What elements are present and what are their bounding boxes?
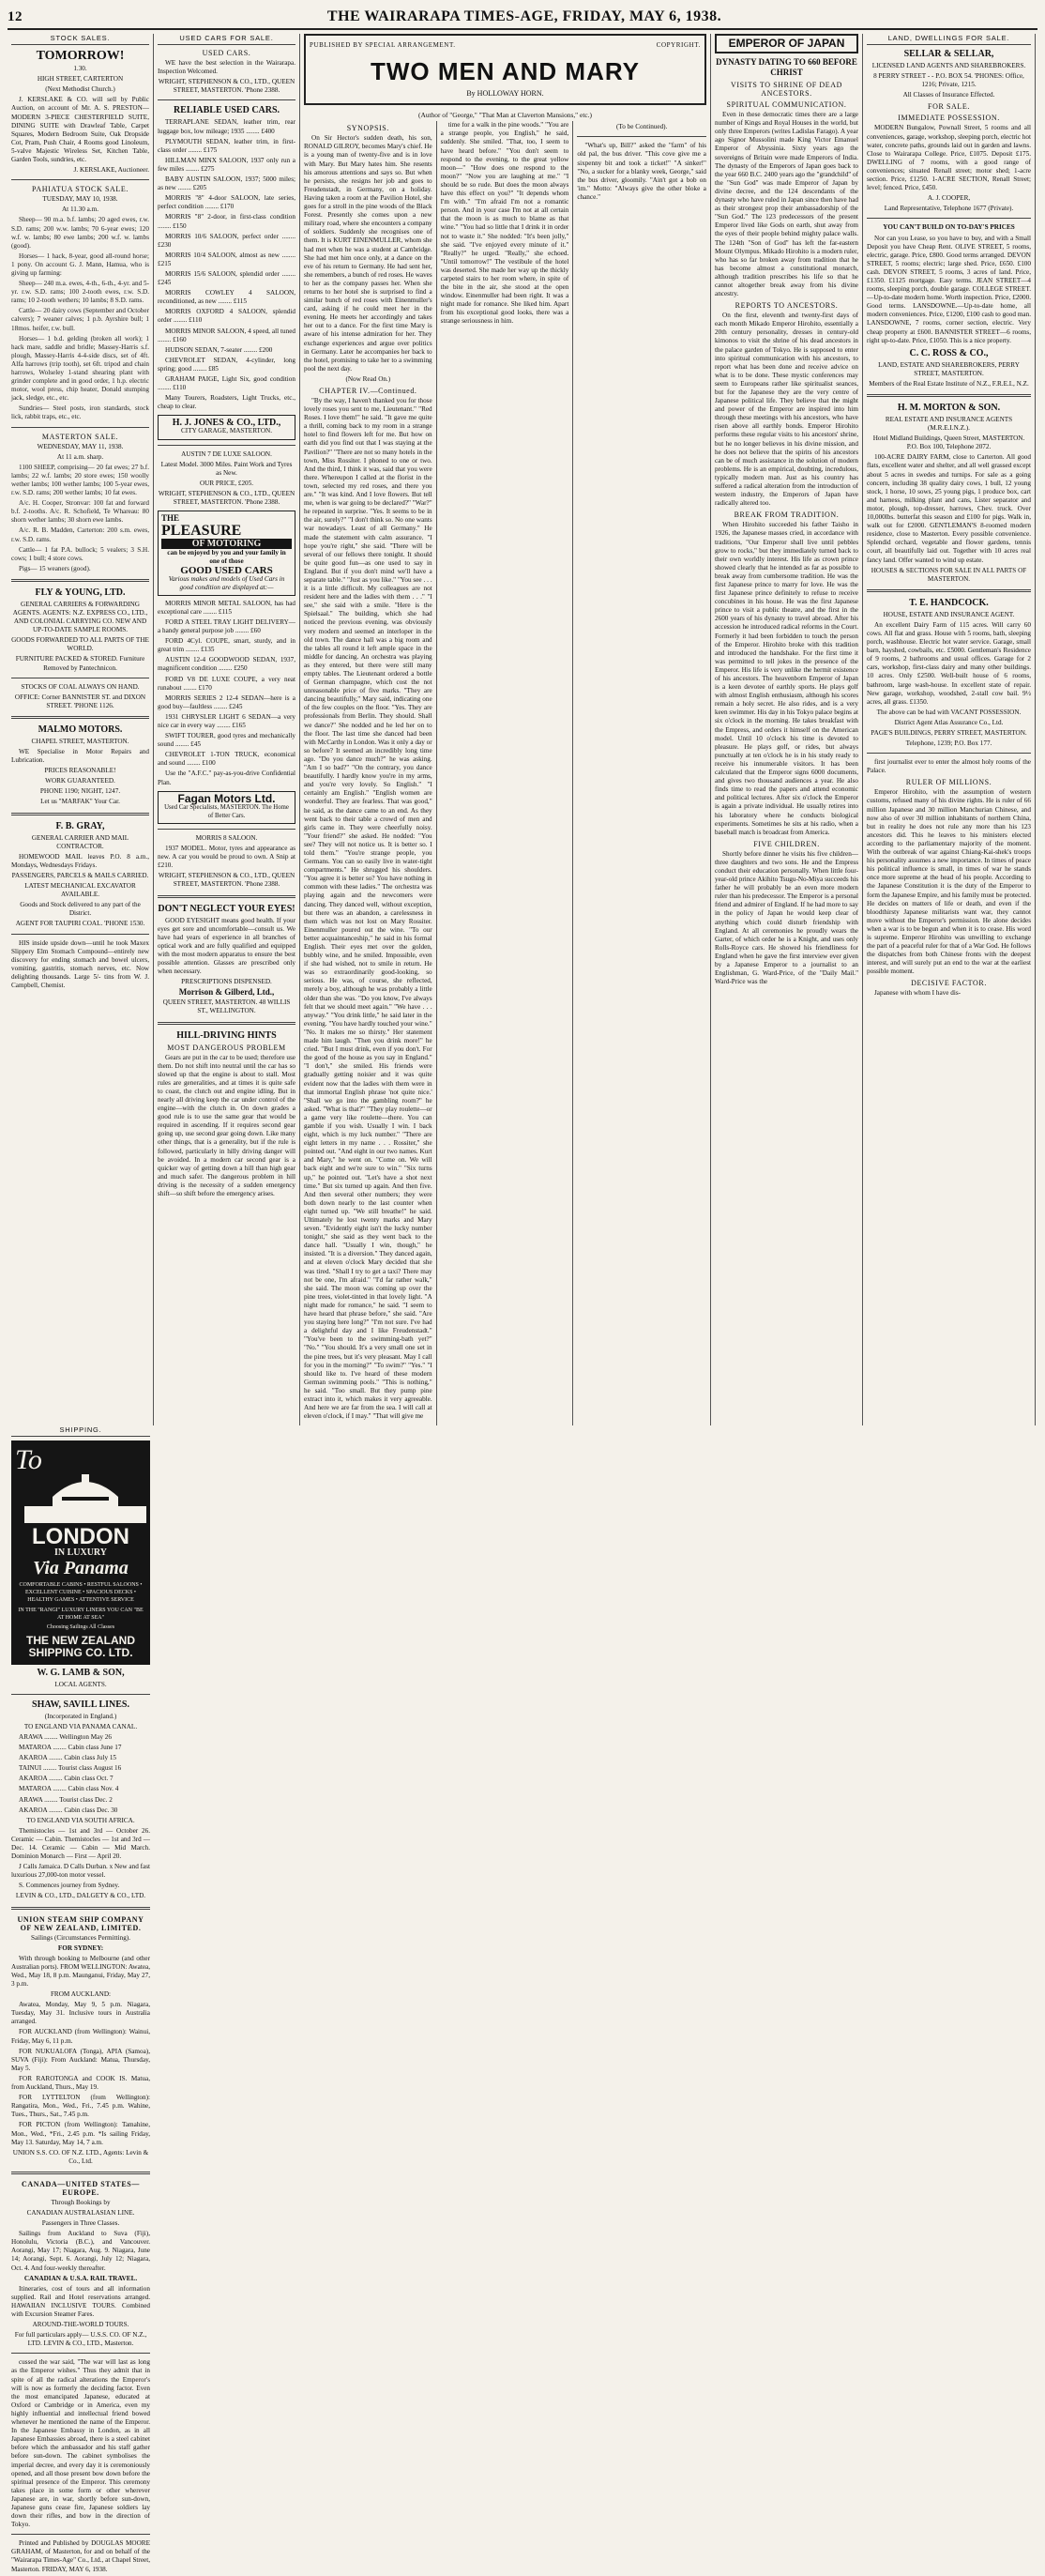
- car-listing: FORD V8 DE LUXE COUPE, a very neat runabout ........ £170: [158, 675, 295, 692]
- canadian-australasian: CANADIAN AUSTRALASIAN LINE.: [26, 2208, 135, 2217]
- wright-intro: WE have the best selection in the Wairarapa. Inspection Welcomed.: [158, 59, 295, 76]
- section-shipping: SHIPPING.: [11, 1425, 150, 1437]
- section-land: LAND, DWELLINGS FOR SALE.: [867, 34, 1031, 45]
- fagan-motors-ad: [158, 791, 295, 824]
- eyes-heading: DON'T NEGLECT YOUR EYES!: [158, 903, 295, 914]
- chapter-text-1: "By the way, I haven't thanked you for those lovely roses you sent to me, Lieutenant." "Red Roses. I love them!" he said. "It gave me quite a thrill, coming back to my room in a strange hotel to find flowers left for me. But how on earth did you find out that I was staying at the Pavilion?" "There are not so many hotels in the town, Miss Rossiter. I phoned to one or two. And the third, I think it was, said that you were there. Whereupon I called at the florist in the town, selected my red roses, and there you are." "It was kind. And I love flowers. But tell me, when is war going to be declared?" "War?" he repeated in surprise. "Yes. It seems to be in the air, surely?" "I don't think so. No one wants war nowadays. Least of all Germany." He made the statement with calm assurance. "I hope you're right," she said. "There will be several of our fellows there tonight. It should be quite good fun—as one used to say in England. But if you don't mind we'll have a separate table." "Just as you like." "You see . . . it is a little difficult. My colleagues are not resident here and the ladies with them . . ." "I see," she said with a smile. "Here is the Spielsaal." The building, which she had noticed the previous evening, was obviously very modern and seemed an interloper in the old town. The dance hall was a big room and the tables all round it left ample space in the middle for dancing. An orchestra was playing as they entered, but there were still many empty tables. The Lieutenant ordered a bottle of German champagne, which cost the not unreasonable price of five marks. "They are dancing beautifully," Mary said, indicating one of the few couples on the floor. "Yes. They are professionals from Berlin. They should. Shall we dance?" She nodded and he led her on to the floor. The last time she danced had been with McCarthy in London. Was it only a day or so before? It seemed an incredibly long time ago. "Do you dance much?" he was asking. "Am I so bad?" "On the contrary, you dance beautifully. I hardly know you're in my arms, and you're very lovely. So English." "I certainly am English." "English women are wonderful. They are fearless. That was good," he said, as the dance came to an end. As they went back to their table a crowd of men and girls came in. They were cheerfully noisy. "Your friend?" she asked. He nodded: "You see? They will not notice us. It is better so. I told them." "You're strange people, you Germans. You can so easily live in water-tight compartments." He shrugged his shoulders. "You agree it is better so? You have nothing in common with these ladies." The orchestra was playing again and the newcomers were dancing. They danced well, without exception, but there was an abandon, a carelessness in them which was not lost on Mary Rossiter. Einenmuller poured out the wine. "To our better acquaintanceship," he said in his formal English. Their eyes met over the golden, bubbly wine, and he smiled. Impossible, even if she had wished, not to smile in return. He was so extraordinarily good-looking, so serious. He was, of course, she reflected, merely a boy, although he was probably a little older than she was. "Do you know, I've always felt that we should meet again." "We have . . . anyway." "You drink little," he said later in the evening. "You have hardly touched your wine." "No. It makes me so thirsty." Her statement made him laugh. "Then you drink more!" he cried. "But I must drink, even if you don't. For the good of the house as you say in England." "I don't," she smiled. His friends were gradually getting noisier and it was quite evident now that the ladies with them were in that immortal English phrase 'not quite nice.' "Shall we go into the gambling room?" he asked. "What is that?" "They play roulette—or a game very like roulette—there. You can gamble if you wish. Usually I win. I back eight, which is my luck number." "There are eight letters in my name . . . Rossiter," she pointed out. "And eight in our two names. Kurt and Mary," he went on. "Come on. We will back eight and we're sure to win." "Six turns up," he pointed out. "Let's have a shot next time." But six turned up again. And then five. And then several other numbers; they were both down nearly to the last counter when eight turned up. "We still breathe!" he said. Ultimately he lost twenty marks and Mary seven. "Evidently eight isn't the lucky number tonight," she said as they went back to the dance hall. "Usually I win, though," he insisted. "It is a diversion." They danced again, and at eleven o'clock Mary decided that she was tired. "Shall I try to get a taxi? There may not be one, I'm afraid." "I'd far rather walk," she said. The moon was coming up over the pine trees, violet-tinted in that lovely light. "A night made for romance," he said. "I seem to have heard that phrase before," she said. "Are you staying here long?" "I'm not sure. I've had a delightful day and I like Freudenstadt." "You've been to the swimming-bath yet?" "No." "You should. It's a very small one set in the pine trees, but it's very pleasant. May I call for you in the morning?" "To swim?" "Yes." "I should like to. I've heard of these modern German swimming pools." "This is nothing," he said. "Too small. But they pump pine extract into it, which makes it very agreeable. And here we are far from the sea. I will call at eleven o'clock, if I may." "That will give me: [304, 397, 432, 1421]
- cars-more: Many Tourers, Roadsters, Light Trucks, etc., cheap to clear.: [158, 394, 295, 411]
- sydney-text: With through booking to Melbourne (and other Australian ports). FROM WELLINGTON: Awatea, Wed., May 18, 8 p.m. Maunganui, Friday, May 27, 3 p.m.: [11, 1954, 150, 1988]
- nz-shipping-ad: [11, 1440, 150, 1664]
- story-header: [304, 34, 706, 105]
- wright-stephenson: WRIGHT, STEPHENSON & CO., LTD., QUEEN STREET, MASTERTON. 'Phone 2388.: [158, 489, 295, 507]
- emperor-text-1: Even in these democratic times there are a large number of Kings and Royal Houses in the world, but only three Emperors (writes Ladislas Farago). A year ago Signor Mussolini made King Victor Emanuel Emperor of Abyssinia. Sixty years ago the sovereigns of Britain were made Emperors of India. The dynasty of the Emperors of Japan goes back to the year 660 B.C. 2400 years ago the "grandchild" of the "Sun God" was made Emperor of Japan by divine decree, and the 124 descendants of the dynasty who have ruled in Japan since then have had as their strongest prop their ambassadorship of the "Sun God." The 123 predecessors of the present Emperor lived like Gods on earth, shut away from the eyes of their people behind mighty palace walls. The 124th "Son of God" has left the far-eastern Mount Olympus. Mikado Hirohito is a modern ruler, who has so far broken away from tradition that he has become almost a constitutional monarch, although tradition prescribes his life so that he cannot altogether break away from his divine ancestry.: [715, 111, 858, 298]
- sellar-heading: SELLAR & SELLAR,: [903, 49, 994, 60]
- malmo-address: CHAPEL STREET, MASTERTON.: [31, 737, 129, 745]
- sailing-row: MATAROA ........ Cabin class Nov. 4: [19, 1785, 119, 1793]
- hill-driving-sub: MOST DANGEROUS PROBLEM: [167, 1043, 286, 1052]
- masterton-date: WEDNESDAY, MAY 11, 1938.: [37, 442, 124, 450]
- stomach-tonic-ad: HIS inside upside down—until he took Maxex Slippery Elm Stomach Compound—entirely new discovery for ending stomach and bowel ulcers, vomiting, gastritis, stomach nerves, etc. Now delighting thousands. Large 5/- tins from W. J. Campbell, Chemist.: [11, 938, 149, 989]
- lamb-sub: LOCAL AGENTS.: [54, 1680, 107, 1688]
- morrison-address: QUEEN STREET, MASTERTON. 48 WILLIS ST., WELLINGTON.: [162, 998, 291, 1015]
- wright-stephenson: WRIGHT, STEPHENSON & CO., LTD., QUEEN STREET, MASTERTON. 'Phone 2388.: [158, 78, 295, 95]
- logo-classes: Choosing Sailings All Classes: [46, 1623, 115, 1630]
- sellar-insurance: All Classes of Insurance Effected.: [902, 91, 995, 99]
- shaw-sub: (Incorporated in England.): [44, 1712, 117, 1720]
- logo-to: To: [15, 1444, 42, 1476]
- story-column-3: [573, 121, 710, 1425]
- prescriptions: PRESCRIPTIONS DISPENSED.: [181, 978, 272, 986]
- car-listing: CHEVROLET 1-TON TRUCK, economical and sound ........ £100: [158, 751, 295, 768]
- handcock-sub: HOUSE, ESTATE AND INSURANCE AGENT.: [883, 610, 1015, 618]
- column-used-cars: [154, 34, 300, 1425]
- fly-young-text: GENERAL CARRIERS & FORWARDING AGENTS. AGENTS: N.Z. EXPRESS CO., LTD., AND COLONIAL CARRYING CO. NEW AND UP-TO-DATE SAMPLE ROOMS.: [12, 600, 148, 634]
- pahiatua-time: At 11.30 a.m.: [61, 206, 99, 214]
- around-text: For full particulars apply— U.S.S. CO. OF N.Z., LTD. LEVIN & CO., LTD., Masterton.: [14, 2331, 147, 2348]
- logo-via-panama: Via Panama: [33, 1557, 129, 1578]
- malmo-marfak: Let us "MARFAK" Your Car.: [40, 798, 120, 806]
- morrison-gilberd: Morrison & Gilberd, Ltd.,: [178, 987, 275, 998]
- pleasure-the: THE: [161, 513, 180, 524]
- break-heading: BREAK FROM TRADITION.: [734, 511, 840, 520]
- car-listing: MORRIS SERIES 2 12-4 SEDAN—here is a good buy—faultless ........ £245: [158, 694, 295, 710]
- sailing-row: AKAROA ........ Cabin class Oct. 7: [19, 1775, 114, 1783]
- pleasure-text: can be enjoyed by you and your family in one of those: [167, 549, 286, 566]
- union-sub: Sailings (Circumstances Permitting).: [30, 1933, 130, 1942]
- used-cars-heading: USED CARS.: [202, 49, 251, 58]
- car-listing: GRAHAM PAIGE, Light Six, good condition ........ £110: [158, 375, 295, 392]
- column-emperor-of-japan: [711, 34, 863, 1425]
- emperor-spiritual: SPIRITUAL COMMUNICATION.: [726, 100, 847, 110]
- stock-list: Sheep— 90 m.a. b.f. lambs; 20 aged ewes, r.w. S.D. rams; 200 w.w. lambs; 70 6-year ewes; 120 w.f. w. lambs; 80 ewe lambs; 200 w.f. w. lambs (good). Horses— 1 hack, 8-year, good all-round horse; 1 pony. On account G. J. Mann, Hamua, who is giving up farming: Sheep— 240 m.a. ewes, 4-th., 6-th., 4-yr. and 5-yr. r.w. S.D. rams; 100 2-tooth ewes, r.w. S.D. rams; 10 2-tooth wethers; 10 lambs; 8 S.D. rams. Cattle— 20 dairy cows (September and October calvers); 7 weaner calves; 1 p.b. Ayrshire bull; 1 18mos. heifer, r.w. bull. Horses— 1 b.d. gelding (broken all work); 1 hack mare, saddle and bridle; Massey-Harris s.f. plough, Massey-Harris 4-4-side discs, set of 4ft. Alfa harrows (trip tooth), set 6ft. tripod and chain harrows, Wolseley 1-stand shearing plant with grinder complete and in good order, 1 h.p. electric motor, wool press, chip heater, Donald stumping jack, sledge, etc., etc. Sundries— Steel posts, iron standards, stock lick, rabbit traps, etc., etc.: [11, 216, 149, 421]
- ruler-text: Emperor Hirohito, with the assumption of western customs, refused many of his divine rights. He is ruler of 66 million Japanese and 30 million Manchurian Chinese, and now also of over 30 million inhabitants of northern China, but in reality he does not rule any more than his 123 ancestors did. This he leaves to his ministers elected according to the parliamentary majority of the moment. With the outbreak of war against Chiang-Kai-shek's troops his personality assumes a new importance. In times of peace his political influence is small, in times of war he stands once more supreme at the head of his people. According to the Japanese Constitution it is the duty of the Emperor to form the Japanese Empire, and his family must be protected. He decides on matters of life or death, and even if the bloodthirsty Japanese militarists want war, they cannot move without the Emperor's permission. He alone decides when a war is to be begun and when it is to cease. His word is supreme. Emperor Hirohito was unwilling to exchange the part of a peaceful ruler for that of a War God. He follows the dispatches from both Chinese fronts with the deepest interest, and will surely put an end to the war at the earliest possible moment.: [867, 788, 1031, 976]
- emperor-continued: first journalist ever to enter the almost holy rooms of the Palace.: [867, 758, 1031, 775]
- emperor-header: [715, 34, 858, 53]
- masterton-stock-list: 1100 SHEEP, comprising— 20 fat ewes; 27 b.f. lambs; 22 w.f. lambs; 20 store ewes; 150 woolly wether lambs; 100 wether lambs; 100 5-year ewes, r.w. S.D. rams; 200 wether lambs; 10 fat ewes. A/c. H. Cooper, Stronvar: 100 fat and forward b.f. 2-tooths. A/c. R. Schofield, Te Whareau: 80 shorn wether lambs; 30 shorn ewe lambs. A/c. R. B. Madden, Carterton: 200 s.m. ewes, r.w. S.D. rams. Cattle— 1 fat P.A. bullock; 5 vealers; 3 S.H. cows; 1 bull; 4 store cows. Pigs— 15 weaners (good).: [11, 463, 149, 572]
- sailing-row: MATAROA ........ Cabin class June 17: [19, 1744, 122, 1752]
- cooper: A. J. COOPER,: [927, 194, 971, 203]
- to-be-continued: (To be Continued).: [615, 123, 668, 131]
- around-world: AROUND-THE-WORLD TOURS.: [32, 2321, 129, 2329]
- houses-sections: HOUSES & SECTIONS FOR SALE IN ALL PARTS OF MASTERTON.: [871, 566, 1027, 583]
- handcock-agent: District Agent Atlas Assurance Co., Ltd.: [894, 718, 1004, 726]
- ruler-heading: RULER OF MILLIONS.: [905, 778, 992, 787]
- emperor-sub2: VISITS TO SHRINE OF DEAD ANCESTORS.: [730, 81, 842, 99]
- morris8-heading: MORRIS 8 SALOON.: [195, 833, 258, 842]
- story-column-2: [437, 121, 574, 1425]
- logo-luxury: IN LUXURY: [53, 1547, 108, 1559]
- emperor-subtitle: DYNASTY DATING TO 660 BEFORE CHRIST: [716, 57, 857, 78]
- sailing-row: AKAROA ........ Cabin class July 15: [19, 1754, 117, 1762]
- car-listing: MORRIS "8" 4-door SALOON, late series, perfect condition ........ £170: [158, 194, 295, 211]
- eyes-text: GOOD EYESIGHT means good health. If your eyes get sore and uncomfortable—consult us. We have had years of experience in all branches of optical work and are fully qualified and equipped with the most modern apparatus to ensure the best possible attention. Glasses are prescribed only when necessary.: [158, 916, 295, 976]
- decisive-text: Japanese with whom I have dis-: [874, 989, 962, 998]
- decisive-heading: DECISIVE FACTOR.: [911, 979, 987, 988]
- read-on: (Now Read On.): [345, 374, 391, 383]
- car-listing: MORRIS 10/4 SALOON, almost as new ........ £215: [158, 251, 295, 267]
- fagan-heading: Fagan Motors Ltd.: [177, 791, 276, 805]
- lamb-heading: W. G. LAMB & SON,: [37, 1667, 125, 1678]
- car-listing: HILLMAN MINX SALOON, 1937 only run a few miles ........ £275: [158, 156, 295, 173]
- sailing-row: AKAROA ........ Cabin class Dec. 30: [19, 1806, 118, 1814]
- sailing-row: ARAWA ........ Tourist class Dec. 2: [19, 1795, 113, 1804]
- fagan-note: Use the "A.F.C." pay-as-you-drive Confidential Plan.: [158, 770, 295, 786]
- morton-sub: REAL ESTATE AND INSURANCE AGENTS (M.R.E.I.N.Z.).: [885, 416, 1013, 433]
- malmo-specialise: WE Specialise in Motor Repairs and Lubrication.: [11, 748, 149, 765]
- car-listing: MORRIS "8" 2-door, in first-class condition ........ £150: [158, 213, 295, 230]
- car-listing: 1931 CHRYSLER LIGHT 6 SEDAN—a very nice car in every way ........ £165: [158, 712, 295, 729]
- chapter-heading: CHAPTER IV.—Continued.: [319, 387, 417, 395]
- chapter-text-2: time for a walk in the pine woods." "You are a strange people, you English," he said, suddenly. She smiled. "That, too, I seem to have heard before." "You don't seem to respond to the evening, to the great yellow moon—" "How does one respond to the moon?" "Now you are laughing at me." "I should be so rude. But does the moon always have this effect on you?" "It depends whom I'm with." "I'm afraid I'm not a romantic person. And in your case I'm not at all certain that the moon is as much to blame as that wine." "You had so little that I drink it in order not to waste it." She nodded: "It's been jolly," she said. "I've enjoyed every minute of it." "Really?" he urged. "Really," she echoed. "Until tomorrow!" The vestibule of the hotel was deserted. She made her way up the thickly carpeted stairs to her room where, in spite of the bite in the air, she stood at the open window. Einenmuller had been right. It was a night made for romance. She liked him. Apart from his exceptional good looks, there was a strange seriousness in him.: [440, 121, 569, 326]
- morton-listings: 100-ACRE DAIRY FARM, close to Carterton. All good flats, excellent water and shelter, and all well grassed except about 5 acres in swedes and turnips. For sale as a going concern, including 38 quality dairy cows, 1 bull, 12 young stock, 1 horse, 10 sows, 25 young pigs, 1 produce box, cart and harness, milking plant and cans, Lister separator and motor, plough, top-dresser, harrows, Chev. truck. Over 10,000lbs. butterfat this season and £100 for pigs. Walk in, walk out for £2000. GENTLEMAN'S 8-roomed modern residence, close to Masterton. Every possible convenience. Splendid orchard, vegetable and flower gardens, tennis court, all beautifully laid out. Together with 10 acres real fancy land. Offer wanted to wind up estate.: [867, 453, 1031, 564]
- reliable-used-cars-heading: RELIABLE USED CARS.: [173, 105, 280, 116]
- car-listing: HUDSON SEDAN, 7-seater ........ £200: [165, 345, 273, 354]
- reliable-cars-list: [158, 118, 295, 392]
- story-arrangement: PUBLISHED BY SPECIAL ARRANGEMENT.: [310, 41, 456, 49]
- malmo-motors-heading: MALMO MOTORS.: [38, 724, 123, 735]
- column-shipping: [8, 1425, 154, 2575]
- car-listing: SWIFT TOURER, good tyres and mechanically sound ........ £45: [158, 732, 295, 749]
- malmo-phone: PHONE 1190; NIGHT, 1247.: [39, 787, 121, 796]
- handcock-heading: T. E. HANDCOCK.: [909, 597, 989, 608]
- emperor-conclusion: cussed the war said, "The war will last as long as the Emperor wishes." Thus they admit that in spite of all the radical alterations the Emperor's will is now as formerly the deciding factor. Even the most emancipated Japanese, educated at Oxford or Cambridge or in America, even my highly influential and intellectual friend bowed whenever he mentioned the name of the Emperor. In the Japanese Embassy in London, as in all Japanese Embassies abroad, there is a steel cabinet before which the ambassador and his staff gather before sun-down. The cabinet symbolises the imperial decree, and every day it is ceremoniously opened, and all those present bow down before the spiritual presence of the Emperor. This ceremony takes place in some form or other wherever Japanese are, in war, shortly before sun-down, Japanese guns cease fire, Japanese soldiers lay down their rifles, and bow in the direction of Tokyo.: [11, 2358, 150, 2529]
- synopsis-text: On Sir Hector's sudden death, his son, RONALD GILROY, becomes Mary's chief. He is a young man of twenty-five and is in love with Mary. But Mary hates him. She resents his amorous attentions and says so. But when he persists, she resigns her job and goes to Freudenstadt, in Germany, on a holiday. Having taken a room at the Pavilion Hotel, she goes for a stroll in the pine woods of the Black Forest. Presently she comes upon a new military road, where she encounters a company of soldiers. Suddenly she recognises one of them. It is KURT EINENMULLER, whom she had met when he was a student at Cambridge. She had met him once only, at a dance on the eve of his return to Germany. He had sent her, she remembers, a bunch of red roses. He waves to her as the company passes her. When she returns to her hotel she is surprised to find a similar bunch of red roses with Einenmuller's card, asking if he could meet her in the evening. He meets her accordingly and takes her out to a dance. For the first time Mary is aware of his intense admiration for her. They exchange experiences and argue over politics in Germany. Later he accompanies her back to the hotel, promising to take her to a swimming pool the next day.: [304, 134, 432, 373]
- logo-company: THE NEW ZEALAND SHIPPING CO. LTD.: [26, 1633, 135, 1659]
- sailing-row: ARAWA ........ Wellington May 26: [19, 1732, 112, 1741]
- for-rarotonga: FOR RAROTONGA and COOK IS. Matua, from Auckland, Thurs., May 19.: [11, 2074, 150, 2092]
- africa-note: J Calls Jamaica. D Calls Durban. x New and fast luxurious 27,000-ton motor vessel.: [11, 1863, 150, 1880]
- canadian-text: Sailings from Auckland to Suva (Fiji), Honolulu, Victoria (B.C.), and Vancouver. Aorangi, May 17; Niagara, Aug. 9. Niagara, June 14; Aorangi, Sept. 6. Aorangi, July 12; Niagara, Oct. 4. And four-weekly thereafter.: [11, 2230, 150, 2272]
- handcock-vacant: The above can be had with VACANT POSSESSION.: [876, 708, 1022, 716]
- africa-sydney: S. Commences journey from Sydney.: [19, 1882, 120, 1890]
- handcock-buildings: PAGE'S BUILDINGS, PERRY STREET, MASTERTON.: [871, 729, 1027, 737]
- pahiatua-sale-heading: PAHIATUA STOCK SALE.: [32, 185, 129, 194]
- jones-ad: [158, 415, 295, 439]
- coal-office: OFFICE: Corner BANNISTER ST. and DIXON STREET. 'PHONE 1126.: [14, 693, 146, 709]
- car-listing: MORRIS MINOR SALOON, 4 speed, all tuned ........ £160: [158, 327, 295, 343]
- tomorrow-heading: TOMORROW!: [36, 49, 125, 64]
- fagan-cars-list: [158, 600, 295, 769]
- from-auckland: FROM AUCKLAND:: [50, 1990, 112, 1999]
- sailing-row: TAINUI ........ Tourist class August 16: [19, 1764, 122, 1773]
- rail-text: Itineraries, cost of tours and all information supplied. Rail and Hotel reservations arranged. HAWAIIAN INCLUSIVE TOURS. Combined with Excursion Steamer Fares.: [11, 2284, 150, 2318]
- gray-passengers: PASSENGERS, PARCELS & MAILS CARRIED.: [11, 871, 149, 879]
- pleasure-of-motoring-ad: [158, 511, 295, 596]
- malmo-prices: PRICES REASONABLE!: [44, 767, 116, 775]
- morris8-text: 1937 MODEL. Motor, tyres and appearance as new. A car you would be proud to own. A Snip at £210.: [158, 845, 295, 870]
- pleasure-heading: PLEASURE: [161, 523, 242, 540]
- section-stock-sales: STOCK SALES.: [11, 34, 149, 45]
- story-title: TWO MEN AND MARY: [370, 57, 641, 86]
- sale-time: 1.30.: [73, 65, 87, 73]
- story-byline: By HOLLOWAY HORN.: [466, 89, 544, 99]
- car-listing: MORRIS 10/6 SALOON, perfect order ........ £230: [158, 232, 295, 249]
- logo-range: IN THE "RANGI" LUXURY LINERS YOU CAN "BE AT HOME AT SEA": [18, 1607, 144, 1621]
- pleasure-good-used-cars: GOOD USED CARS: [180, 564, 273, 576]
- masterton-sale-heading: MASTERTON SALE.: [41, 432, 119, 441]
- car-listing: MORRIS MINOR METAL SALOON, has had exceptional care ........ £115: [158, 599, 295, 616]
- section-used-cars: USED CARS FOR SALE.: [158, 34, 295, 45]
- austin-heading: AUSTIN 7 DE LUXE SALOON.: [181, 450, 272, 458]
- to-england: TO ENGLAND VIA PANAMA CANAL.: [23, 1722, 138, 1730]
- malmo-work: WORK GUARANTEED.: [45, 777, 115, 785]
- union-steam-ship: UNION STEAM SHIP COMPANY OF NEW ZEALAND, LIMITED.: [17, 1914, 144, 1932]
- emperor-text-3: When Hirohito succeeded his father Taisho in 1926, the Japanese masses cried, in accordance with traditions, "Our Emperor shall live until pebbles grow to rocks," but they immediately turned back to their own worldly interest. His life as crown prince showed clearly that he intended as far as possible to break away from cumbersome tradition. He was the first Japanese prince to marry for love. He was the first Japanese prince definitely to refuse to receive concubines in his house. He was the first Japanese prince to visit a public theatre, and the first in the 2600 years of his dynasty to travel abroad. After his accession he introduced radical reforms in the Court. Formerly it had been forbidden to touch the person of the Emperor. Hirohito broke with this tradition and introduced the handshake. For the first time it was permitted to tell jokes in the presence of the Emperor. His life is very unlike the hermit existence of his ancestors. The heavenborn Emperor of Japan is a keen devotee of earthly sports. He plays golf with almost English enthusiasm, although his scores remain a holy secret. He also rides, and is a very keen swimmer. His day in his Tokyo palace begins at six o'clock in the morning. He takes breakfast with the Empress, and orders it himself on the American model. Until 10 o'clock his time is devoted to pleasure. He plays golf, or rides, but always punctually at ten o'clock he is in his study ready to receive his innumerable visitors. It has been calculated that the Emperor signs 6000 documents, and gives two thousand audiences a year. He also finds time to read the papers and attend economic and political lectures. After six o'clock the Emperor is again a private individual. He usually retires into his laboratory where he conducts biological experiments. Sometimes he sits at his radio, when a baseball match is broadcast from America.: [715, 521, 858, 836]
- st-pauls-dome-icon: [15, 1474, 156, 1523]
- immediate-possession: IMMEDIATE POSSESSION.: [898, 114, 1000, 123]
- for-lyttelton: FOR LYTTELTON (from Wellington): Rangatira, Mon., Wed., Fri., 7.45 p.m. Wahine, Tues., Thurs., Sat., 7.45 p.m.: [11, 2094, 150, 2119]
- auckland-text: Awatea, Monday, May 9, 5 p.m. Niagara, Tuesday, May 31. Inclusive tours in Australia arranged.: [11, 2001, 150, 2026]
- synopsis-heading: SYNOPSIS.: [346, 124, 389, 133]
- logo-features: COMFORTABLE CABINS • RESTFUL SALOONS • EXCELLENT CUISINE • SPACIOUS DECKS • HEALTHY GAMES • ATTENTIVE SERVICE: [19, 1581, 143, 1603]
- story-author-note: (Author of "George," "That Man at Claverton Mansions," etc.): [418, 111, 592, 120]
- cant-build: YOU CAN'T BUILD ON TO-DAY'S PRICES: [883, 223, 1015, 232]
- page-number: 12: [8, 8, 23, 24]
- gray-excavator: LATEST MECHANICAL EXCAVATOR AVAILABLE.: [24, 882, 136, 899]
- car-listing: CHEVROLET SEDAN, 4-cylinder, long spring; good ........ £85: [158, 356, 295, 373]
- car-listing: AUSTIN 12-4 GOODWOOD SEDAN, 1937, magnificent condition ........ £250: [158, 656, 295, 673]
- for-sydney: FOR SYDNEY:: [57, 1943, 104, 1952]
- cooper-sub: Land Representative, Telephone 1677 (Private).: [884, 205, 1014, 213]
- gray-mail: HOMEWOOD MAIL leaves P.O. 8 a.m., Mondays, Wednesdays Fridays.: [11, 852, 149, 869]
- jones-heading: H. J. JONES & CO., LTD.,: [172, 418, 281, 429]
- imprint: Printed and Published by DOUGLAS MOORE GRAHAM, of Masterton, for and on behalf of the "Wairarapa Times-Age" Co., Ltd., at Chapel Street, Masterton. FRIDAY, MAY 6, 1938.: [11, 2539, 150, 2573]
- canada-through: Through Bookings by: [51, 2198, 111, 2206]
- africa-sailings: Themistocles — 1st and 3rd — October 26. Ceramic — Cabin. Themistocles — 1st and 3rd — Dec. 14. Ceramic — Cabin — Mid March. Dominion Monarch — First — April 20.: [11, 1826, 150, 1861]
- canada-heading: CANADA—UNITED STATES—EUROPE.: [22, 2179, 140, 2197]
- car-listing: MORRIS COWLEY 4 SALOON, reconditioned, as new ........ £115: [158, 289, 295, 306]
- column-land-dwellings: [863, 34, 1036, 1425]
- sailings-table: [11, 1733, 150, 1815]
- handcock-phone: Telephone, 1239; P.O. Box 177.: [905, 739, 992, 748]
- gray-sub: GENERAL CARRIER AND MAIL CONTRACTOR.: [31, 833, 129, 850]
- fly-young-heading: FLY & YOUNG, LTD.: [35, 587, 126, 598]
- sale-venue: HIGH STREET, CARTERTON: [37, 75, 124, 84]
- shaw-savill-heading: SHAW, SAVILL LINES.: [32, 1699, 129, 1710]
- ross-heading: C. C. ROSS & CO.,: [909, 347, 989, 358]
- story-body: [300, 121, 710, 1425]
- fagan-sub: Used Car Specialists, MASTERTON. The Home of Better Cars.: [164, 803, 289, 819]
- pahiatua-date: TUESDAY, MAY 10, 1938.: [42, 195, 118, 204]
- ross-listings: Nor can you Lease, so you have to buy, and with a Small Deposit you have Cheap Rent. OLIVE STREET, 5 rooms, electric, garage. Price, £800. Good terms arranged. DEVON STREET, 5 rooms; electric; large shed. Price, £650. £100 cash. DEVON STREET, 5 rooms, 3 acres of land. Price, £1350. £1125 mortgage. Easy terms. JEAN STREET—4 rooms, sleeping porch, double garage. COLLEGE STREET.—Up-to-date modern home. Worth inspection. Price, £2000. Good terms. LANSDOWNE.—Up-to-date home, all modern conveniences. Price, £1200, £100 cash to good man. LANSDOWNE, 7 rooms, corner section, electric. Very cheap property at £600. BANNISTER STREET—6 rooms, right up-to-date. Price, £1050. This is a nice property.: [867, 234, 1031, 344]
- morton-address: Hotel Midland Buildings, Queen Street, MASTERTON. P.O. Box 100, Telephone 2072.: [872, 434, 1025, 451]
- column-stock-sales: [8, 34, 154, 1425]
- sale-venue-note: (Next Methodist Church.): [45, 85, 115, 94]
- serial-story: [300, 34, 711, 1425]
- auctioneer: J. KERSLAKE, Auctioneer.: [73, 166, 149, 175]
- emperor-text-2: On the first, eleventh and twenty-first days of each month Mikado Emperor Hirohito, essentially a 20th century personality, dresses in century-old kimonos to visit the shrine of his dead ancestors in the palace garden of Tokyo. He is supposed to enter into spiritual communication with his ancestors, to report what has been done and receive advice on what is to be done. These mystic conferences may seem to Europeans rather like spiritualist seances, but for the Japanese they are the very centre of Japanese political life. They believe that the might and power of the Emperor are inspired into him through these meetings with his ancestors, who have risen above all earthly bonds. Emperor Hirohito performs these regular visits to his ancestors' shrine, but he no longer believes in his divine mission, and he does not believe that the spirits of his ancestors can be of much assistance in the solution of modern problems. He is an empirical, doubting, incredulous, typically modern man. Just as his country has suffered a radical alteration from the introduction of western industry, the Emperors of Japan have radically altered too.: [715, 312, 858, 508]
- for-picton: FOR PICTON (from Wellington): Tamahine, Mon., Wed., *Fri., 2.45 p.m. *Is sailing Friday, May 13. Saturday, May 14, 7 a.m.: [11, 2121, 150, 2146]
- sellar-sub: LICENSED LAND AGENTS AND SHAREBROKERS.: [871, 62, 1026, 70]
- five-children-heading: FIVE CHILDREN.: [753, 839, 820, 848]
- logo-london: LONDON: [32, 1524, 129, 1550]
- car-listing: MORRIS OXFORD 4 SALOON, splendid order ........ £110: [158, 308, 295, 325]
- masterton-time: At 11 a.m. sharp.: [56, 452, 104, 461]
- rail-travel: CANADIAN & U.S.A. RAIL TRAVEL.: [23, 2274, 138, 2282]
- car-listing: FORD A STEEL TRAY LIGHT DELIVERY—a handy general purpose job ........ £60: [158, 617, 295, 635]
- hill-driving-text: Gears are put in the car to be used; therefore use them. Do not shift into neutral until the car has so slowed up that the engine is about to stall. Most rules are generalities, and at times it is quite safe to coast, the clutch out and engine idling. But in nearly all driving keep the car under control of the engine—with the clutch in. On down grades a good rule is to use the same gear that would be required in ascending. If it requires second gear going up, use second gear going down. Like many other things, that is a generality, but if the rule is followed, particularly in hilly driving danger will be avoided. In a modern car second gear is a quicker way of getting down a hill than high gear and much safer. The dangerous problem in hill driving is the necessity of a sudden emergency shift—so shift before the emergency arises.: [158, 1053, 295, 1198]
- gray-goods: Goods and Stock delivered to any part of the District.: [20, 901, 141, 918]
- ross-member: Members of the Real Estate Institute of N.Z., F.R.E.I., N.Z.: [869, 379, 1029, 388]
- car-listing: TERRAPLANE SEDAN, leather trim, rear luggage box, low mileage; 1935 ........ £400: [158, 118, 295, 135]
- austin-text: Latest Model. 3000 Miles. Paint Work and Tyres as New.: [160, 460, 293, 477]
- car-listing: FORD 4Cyl. COUPE, smart, sturdy, and in great trim ........ £135: [158, 637, 295, 654]
- levin-dalgety: LEVIN & CO., LTD., DALGETY & CO., LTD.: [15, 1892, 146, 1900]
- story-copyright: COPYRIGHT.: [656, 41, 701, 49]
- jones-sub: CITY GARAGE, MASTERTON.: [181, 427, 272, 435]
- sellar-address: 8 PERRY STREET - - P.O. BOX 54. 'PHONES: Office, 1216; Private, 1215.: [873, 72, 1024, 89]
- auction-text: J. KERSLAKE & CO. will sell by Public Auction, on account of Mr. A. S. PRESTON— MODERN 3-PIECE CHESTERFIELD SUITE, DINING SUITE with Drawleaf Table, Carpet Squares, Modern Bedroom Suite, Oak Dropside Cot, Pram, Push Chair, 4 Rooms good Linoleum, 5-valve Majestic Wireless Set, Kitchen Table, Garden Tools, sundries, etc.: [11, 96, 149, 164]
- hill-driving-heading: HILL-DRIVING HINTS: [176, 1029, 277, 1041]
- via-south-africa: TO ENGLAND VIA SOUTH AFRICA.: [26, 1816, 135, 1824]
- ross-sub: LAND, ESTATE AND SHAREBROKERS, PERRY STREET, MASTERTON.: [878, 360, 1020, 377]
- newspaper-title: THE WAIRARAPA TIMES-AGE, FRIDAY, MAY 6, 1938.: [326, 8, 722, 24]
- car-listing: MORRIS 15/6 SALOON, splendid order ........ £245: [158, 269, 295, 287]
- masthead: [8, 6, 1037, 30]
- austin-price: OUR PRICE, £205.: [199, 479, 254, 487]
- reports-heading: REPORTS TO ANCESTORS.: [735, 301, 839, 311]
- union-agents: UNION S.S. CO. OF N.Z. LTD., Agents: Levin & Co., Ltd.: [12, 2148, 149, 2165]
- handcock-listings: An excellent Dairy Farm of 115 acres. Will carry 60 cows. All flat and grass. House with 5 rooms, bath, sleeping porch, washhouse. Electric hot water service. Garage, small barn, hayshed, cowbails, etc. £5000. Gentleman's Residence of 9 rooms, 2 bathrooms and usual offices. Garage for 2 cars, workshop, first-class dairy and many other buildings. 10 acres. Only £2500. Well-built house of 6 rooms, bathroom, large wash-house. In excellent state of repair. New garage, workshop, woodshed, 2-stall cow bail. 9½ acres, all grass. £1350.: [867, 620, 1031, 706]
- wright-stephenson: WRIGHT, STEPHENSON & CO., LTD., QUEEN STREET, MASTERTON. 'Phone 2388.: [158, 872, 295, 889]
- pleasure-various: Various makes and models of Used Cars in good condition are displayed at:—: [168, 574, 285, 591]
- morton-heading: H. M. MORTON & SON.: [897, 403, 1001, 413]
- emperor-text-4: Shortly before dinner he visits his five children—three daughters and two sons. He and the Empress conduct their education personally. When little four-year-old prince Akihito Tsugu-No-Miya succeeds his father he will probably be an even more modern ruler than his predecessor. The Emperor is a personal friend and admirer of England. If he had more to say in the policy of Japan he would keep clear of anything which could disturb friendship with England. At all ceremonies he proudly wears the Garter, of which order he is a Knight, and uses only Rolls-Royce cars. He showed his friendliness for England when he gave the first interview ever given by a Japanese Emperor to a journalist to an Englishman, G. Ward-Price, of the "Daily Mail." Ward-Price was the: [715, 849, 858, 986]
- story-column-1: [300, 121, 437, 1425]
- sellar-listings: MODERN Bungalow, Pownall Street, 5 rooms and all conveniences, garage, workshop, sleeping porch, electric hot water, concrete paths, grounds laid out in garden and lawns. Close to Wairarapa College. Price, £1075. Deposit £175. DWELLING of 7 rooms, with a good range of conveniences; situated Renall street; motor shed; 1-acre section. Price, £1250. 1-ACRE SECTION, Renall Street; level; fenced. Price, £450.: [867, 124, 1031, 192]
- car-listing: PLYMOUTH SEDAN, leather trim, in first-class order ........ £175: [158, 137, 295, 154]
- car-listing: BABY AUSTIN SALOON, 1937; 5000 miles; as new ........ £205: [158, 175, 295, 192]
- for-nukualofa: FOR NUKUALOFA (Tonga), APIA (Samoa), SUVA (Fiji): From Auckland: Matua, Thursday, May 5.: [11, 2047, 150, 2072]
- for-sale-heading: FOR SALE.: [928, 102, 970, 112]
- for-auckland: FOR AUCKLAND (from Wellington): Wainui, Friday, May 6, 11 p.m.: [11, 2028, 150, 2045]
- pleasure-of-motoring: OF MOTORING: [161, 539, 292, 549]
- fly-young-goods: GOODS FORWARDED TO ALL PARTS OF THE WORLD.: [11, 636, 149, 653]
- emperor-title: EMPEROR OF JAPAN: [728, 37, 845, 50]
- fly-young-furniture: FURNITURE PACKED & STORED. Furniture Removed by Pantechnicon.: [15, 655, 145, 672]
- bus-driver-joke: "What's up, Bill?" asked the "farm" of his old pal, the bus driver. "This cove give me a sixpenny bit and took a ticket!" "A sinker!" "No, a sucker for a blanky week, George," said the bus driver, gloomily. "Ain't got a bob on 'im." Motto: "Always give the other bloke a chance.": [577, 142, 706, 201]
- gray-heading: F. B. GRAY,: [55, 820, 105, 831]
- canadian-passengers: Passengers in Three Classes.: [41, 2219, 120, 2228]
- coal-stocks: STOCKS OF COAL ALWAYS ON HAND.: [21, 682, 140, 691]
- gray-agent: AGENT FOR TAUPIRI COAL. 'PHONE 1530.: [15, 920, 145, 928]
- page-columns: [8, 34, 1037, 2573]
